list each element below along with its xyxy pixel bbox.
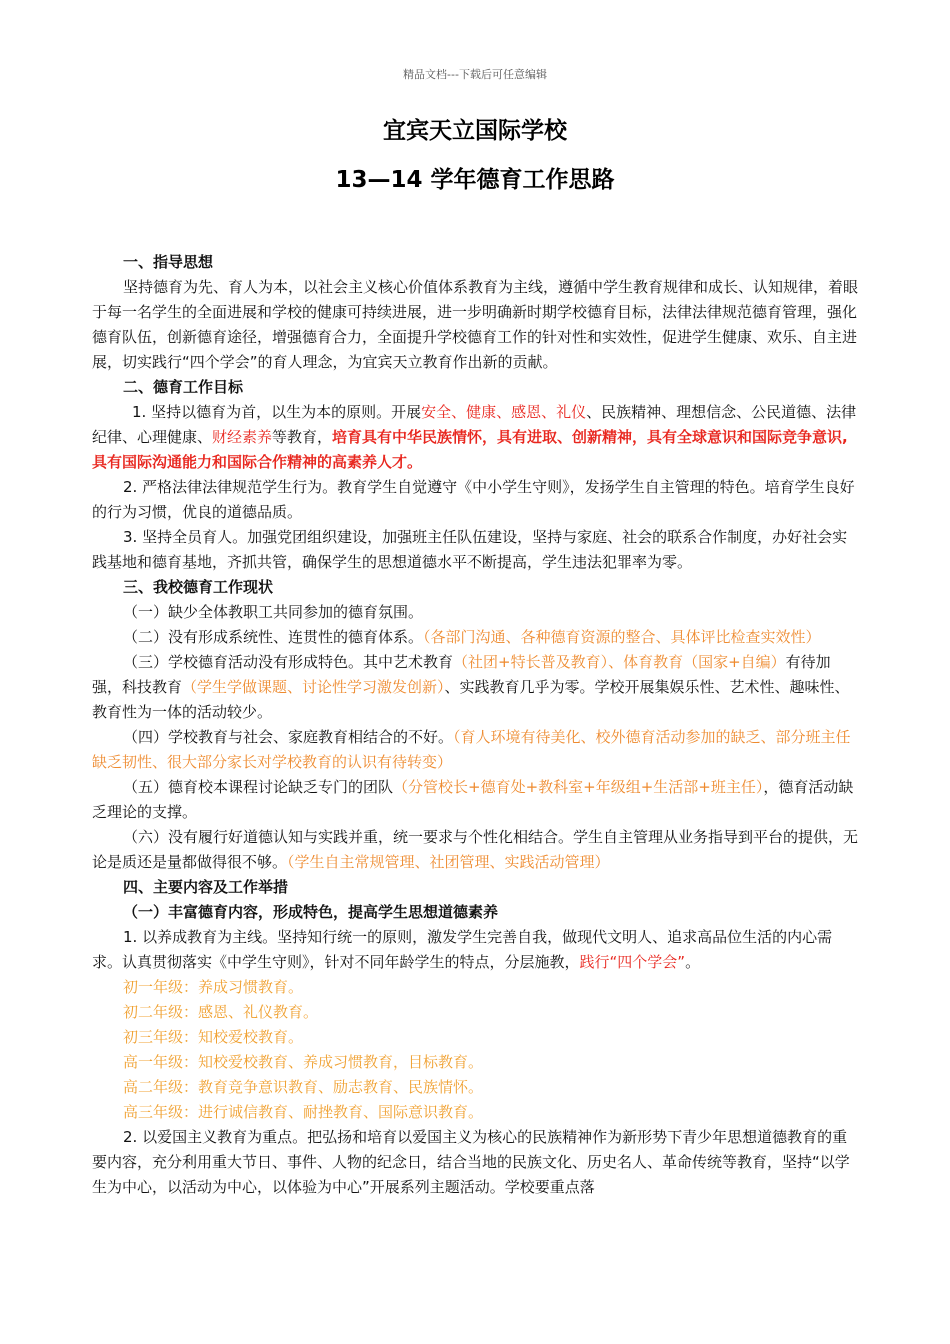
status-item-note: （分管校长+德育处+教科室+年级组+生活部+班主任）	[393, 778, 764, 796]
measure-1-paragraph	[92, 925, 860, 975]
document-subtitle: 13—14 学年德育工作思路	[335, 167, 615, 193]
goal-1-paragraph	[92, 400, 860, 475]
status-item-5	[92, 775, 860, 825]
goal-3-paragraph: 3. 坚持全员育人。加强党团组织建设，加强班主任队伍建设，坚持与家庭、社会的联系合作制度，办好社会实践基地和德育基地，齐抓共管，确保学生的思想道德水平不断提高，学生违法犯罪率为零。	[92, 528, 848, 571]
status-item-note: （学生学做课题、讨论性学习激发创新）	[182, 678, 445, 696]
status-item-text: （三）学校德育活动没有形成特色。其中艺术教育	[123, 653, 454, 671]
section-3-heading: 三、我校德育工作现状	[123, 578, 274, 596]
document-title: 宜宾天立国际学校	[383, 118, 567, 144]
goal-2-paragraph: 2. 严格法律法律规范学生行为。教育学生自觉遵守《中小学生守则》，发扬学生自主管理的特色。培育学生良好的行为习惯，优良的道德品质。	[92, 478, 855, 521]
measure-1-highlight: 践行“四个学会”	[579, 953, 686, 971]
goal-1-text: 、民族精神、理想信念、公民道德、法律纪律、心理健康、	[92, 403, 857, 446]
status-item-6	[92, 825, 860, 875]
section-1-paragraph: 坚持德育为先、育人为本，以社会主义核心价值体系教育为主线，遵循中学生教育规律和成长、认知规律，着眼于每一名学生的全面进展和学校的健康可持续进展，进一步明确新时期学校德育目标，法律法律规范德育管理，强化德育队伍，创新德育途径，增强德育合力，全面提升学校德育工作的针对性和实效性，促进学生健康、欢乐、自主进展，切实践行“四个学会”的育人理念，为宜宾天立教育作出新的贡献。	[92, 278, 859, 371]
measure-1-text: 。	[685, 953, 701, 971]
status-item-3	[92, 650, 860, 725]
section-4-heading: 四、主要内容及工作举措	[123, 878, 289, 896]
status-item-2	[92, 625, 860, 650]
goal-1-highlight: 安全、健康、感恩、礼仪	[421, 403, 587, 421]
document-body	[92, 250, 860, 1200]
status-item-text: 、实践教育几乎为零。学校开展集娱乐性、艺术性、趣味性、教育性为一体的活动较少。	[92, 678, 850, 721]
status-item-text: （五）德育校本课程讨论缺乏专门的团队	[123, 778, 394, 796]
measure-1-text: 1. 以养成教育为主线。坚持知行统一的原则，激发学生完善自我，做现代文明人、追求高品位生活的内心需求。认真贯彻落实《中学生守则》，针对不同年龄学生的特点，分层施教，	[92, 928, 833, 971]
status-item-note: （各部门沟通、各种德育资源的整合、具体评比检查实效性）	[423, 628, 821, 646]
status-item-text: （六）没有履行好道德认知与实践并重，统一要求与个性化相结合。学生自主管理从业务指导到平台的提供，无论是质还是量都做得很不够。	[92, 828, 859, 871]
grade-item: 初二年级：感恩、礼仪教育。	[123, 1003, 319, 1021]
goal-1-bold-highlight: 培育具有中华民族情怀，具有进取、创新精神，具有全球意识和国际竞争意识,具有国际沟通能力和国际合作精神的高素养人才。	[92, 428, 848, 471]
header-note: 精品文档---下载后可任意编辑	[403, 68, 547, 81]
status-item-note: （学生自主常规管理、社团管理、实践活动管理）	[287, 853, 610, 871]
goal-1-highlight: 财经素养	[212, 428, 273, 446]
status-item-text: （二）没有形成系统性、连贯性的德育体系。	[123, 628, 424, 646]
status-item-1: （一）缺少全体教职工共同参加的德育氛围。	[123, 603, 424, 621]
grade-item: 初三年级：知校爱校教育。	[123, 1028, 304, 1046]
section-2-heading: 二、德育工作目标	[123, 378, 244, 396]
grade-item: 初一年级：养成习惯教育。	[123, 978, 304, 996]
section-1-heading: 一、指导思想	[123, 253, 214, 271]
status-item-note: （社团+特长普及教育）、体育教育（国家+自编）	[453, 653, 786, 671]
status-item-text: 有待加强，科技教育	[92, 653, 831, 696]
grade-item: 高一年级：知校爱校教育、养成习惯教育，目标教育。	[123, 1053, 484, 1071]
grade-item: 高二年级：教育竞争意识教育、励志教育、民族情怀。	[123, 1078, 484, 1096]
status-item-text: （四）学校教育与社会、家庭教育相结合的不好。	[123, 728, 454, 746]
measure-2-paragraph: 2. 以爱国主义教育为重点。把弘扬和培育以爱国主义为核心的民族精神作为新形势下青少年思想道德教育的重要内容，充分利用重大节日、事件、人物的纪念日，结合当地的民族文化、历史名人、革命传统等教育，坚持“以学生为中心，以活动为中心，以体验为中心”开展系列主题活动。学校要重点落	[92, 1128, 850, 1196]
goal-1-text: 等教育，	[272, 428, 333, 446]
goal-1-text: 1. 坚持以德育为首，以生为本的原则。开展	[132, 403, 422, 421]
status-item-4	[92, 725, 860, 775]
subsection-1-heading: （一）丰富德育内容，形成特色，提高学生思想道德素养	[123, 903, 499, 921]
status-item-note: （育人环境有待美化、校外德育活动参加的缺乏、部分班主任缺乏韧性、很大部分家长对学校教育的认识有待转变）	[92, 728, 851, 771]
status-item-text: ，德育活动缺乏理论的支撑。	[92, 778, 854, 821]
grade-item: 高三年级：进行诚信教育、耐挫教育、国际意识教育。	[123, 1103, 484, 1121]
